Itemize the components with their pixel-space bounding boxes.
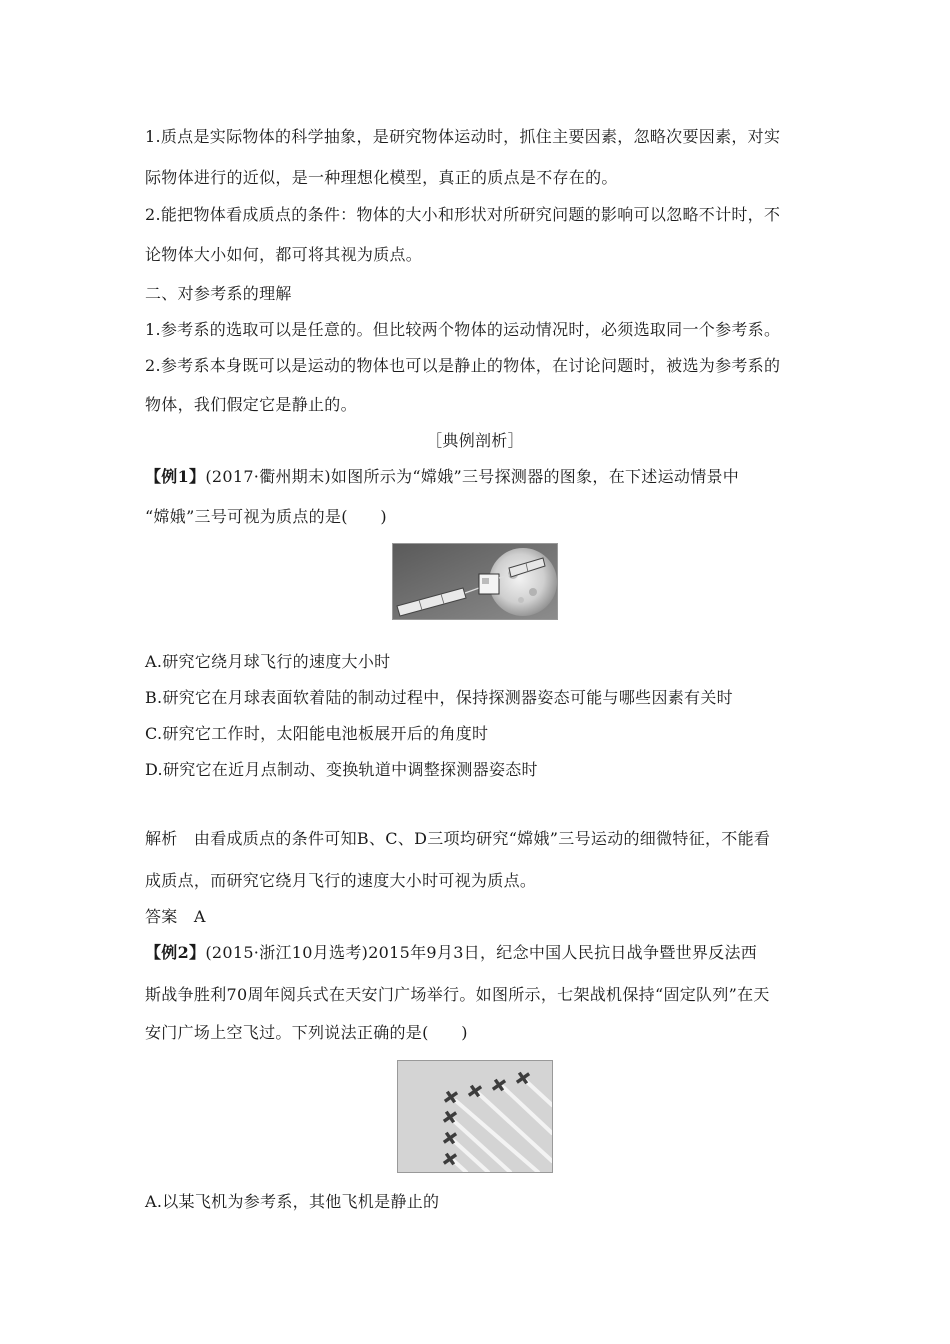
option-a: A.以某飞机为参考系，其他飞机是静止的 (145, 1192, 440, 1211)
example2-stem-text: (2015·浙江10月选考)2015年9月3日，纪念中国人民抗日战争暨世界反法西 (205, 943, 758, 962)
jet-formation-illustration (398, 1061, 552, 1172)
analysis-line: 解析 由看成质点的条件可知B、C、D三项均研究“嫦娥”三号运动的细微特征，不能看 (145, 829, 771, 848)
paragraph-line: 际物体进行的近似，是一种理想化模型，真正的质点是不存在的。 (145, 168, 618, 187)
example1-stem-line: “嫦娥”三号可视为质点的是( ) (145, 507, 387, 526)
paragraph-line: 1.参考系的选取可以是任意的。但比较两个物体的运动情况时，必须选取同一个参考系。 (145, 320, 781, 339)
example2-stem-line: 斯战争胜利70周年阅兵式在天安门广场举行。如图所示，七架战机保持“固定队列”在天 (145, 985, 770, 1004)
example1-stem-line (145, 467, 739, 487)
option-b: B.研究它在月球表面软着陆的制动过程中，保持探测器姿态可能与哪些因素有关时 (145, 688, 733, 707)
examples-heading: ［典例剖析］ (426, 431, 524, 450)
example2-tag: 【例2】 (145, 943, 206, 962)
option-d: D.研究它在近月点制动、变换轨道中调整探测器姿态时 (145, 760, 538, 779)
example2-stem-line (145, 943, 757, 963)
paragraph-line: 2.能把物体看成质点的条件：物体的大小和形状对所研究问题的影响可以忽略不计时，不 (145, 205, 781, 224)
analysis-line: 成质点，而研究它绕月飞行的速度大小时可视为质点。 (145, 871, 537, 890)
example2-stem-line: 安门广场上空飞过。下列说法正确的是( ) (145, 1023, 468, 1042)
satellite-image (392, 543, 558, 620)
paragraph-line: 1.质点是实际物体的科学抽象，是研究物体运动时，抓住主要因素，忽略次要因素，对实 (145, 127, 781, 146)
answer-line: 答案 A (145, 907, 206, 926)
paragraph-line: 2.参考系本身既可以是运动的物体也可以是静止的物体，在讨论问题时，被选为参考系的 (145, 356, 781, 375)
option-a: A.研究它绕月球飞行的速度大小时 (145, 652, 391, 671)
option-c: C.研究它工作时，太阳能电池板展开后的角度时 (145, 724, 489, 743)
paragraph-line: 物体，我们假定它是静止的。 (145, 395, 357, 414)
example1-tag: 【例1】 (145, 467, 206, 486)
fighter-formation-image (397, 1060, 553, 1173)
chang-e-probe-illustration (393, 544, 557, 619)
section-heading: 二、对参考系的理解 (145, 284, 292, 303)
paragraph-line: 论物体大小如何，都可将其视为质点。 (145, 245, 423, 264)
example1-stem-text: (2017·衢州期末)如图所示为“嫦娥”三号探测器的图象，在下述运动情景中 (205, 467, 740, 486)
